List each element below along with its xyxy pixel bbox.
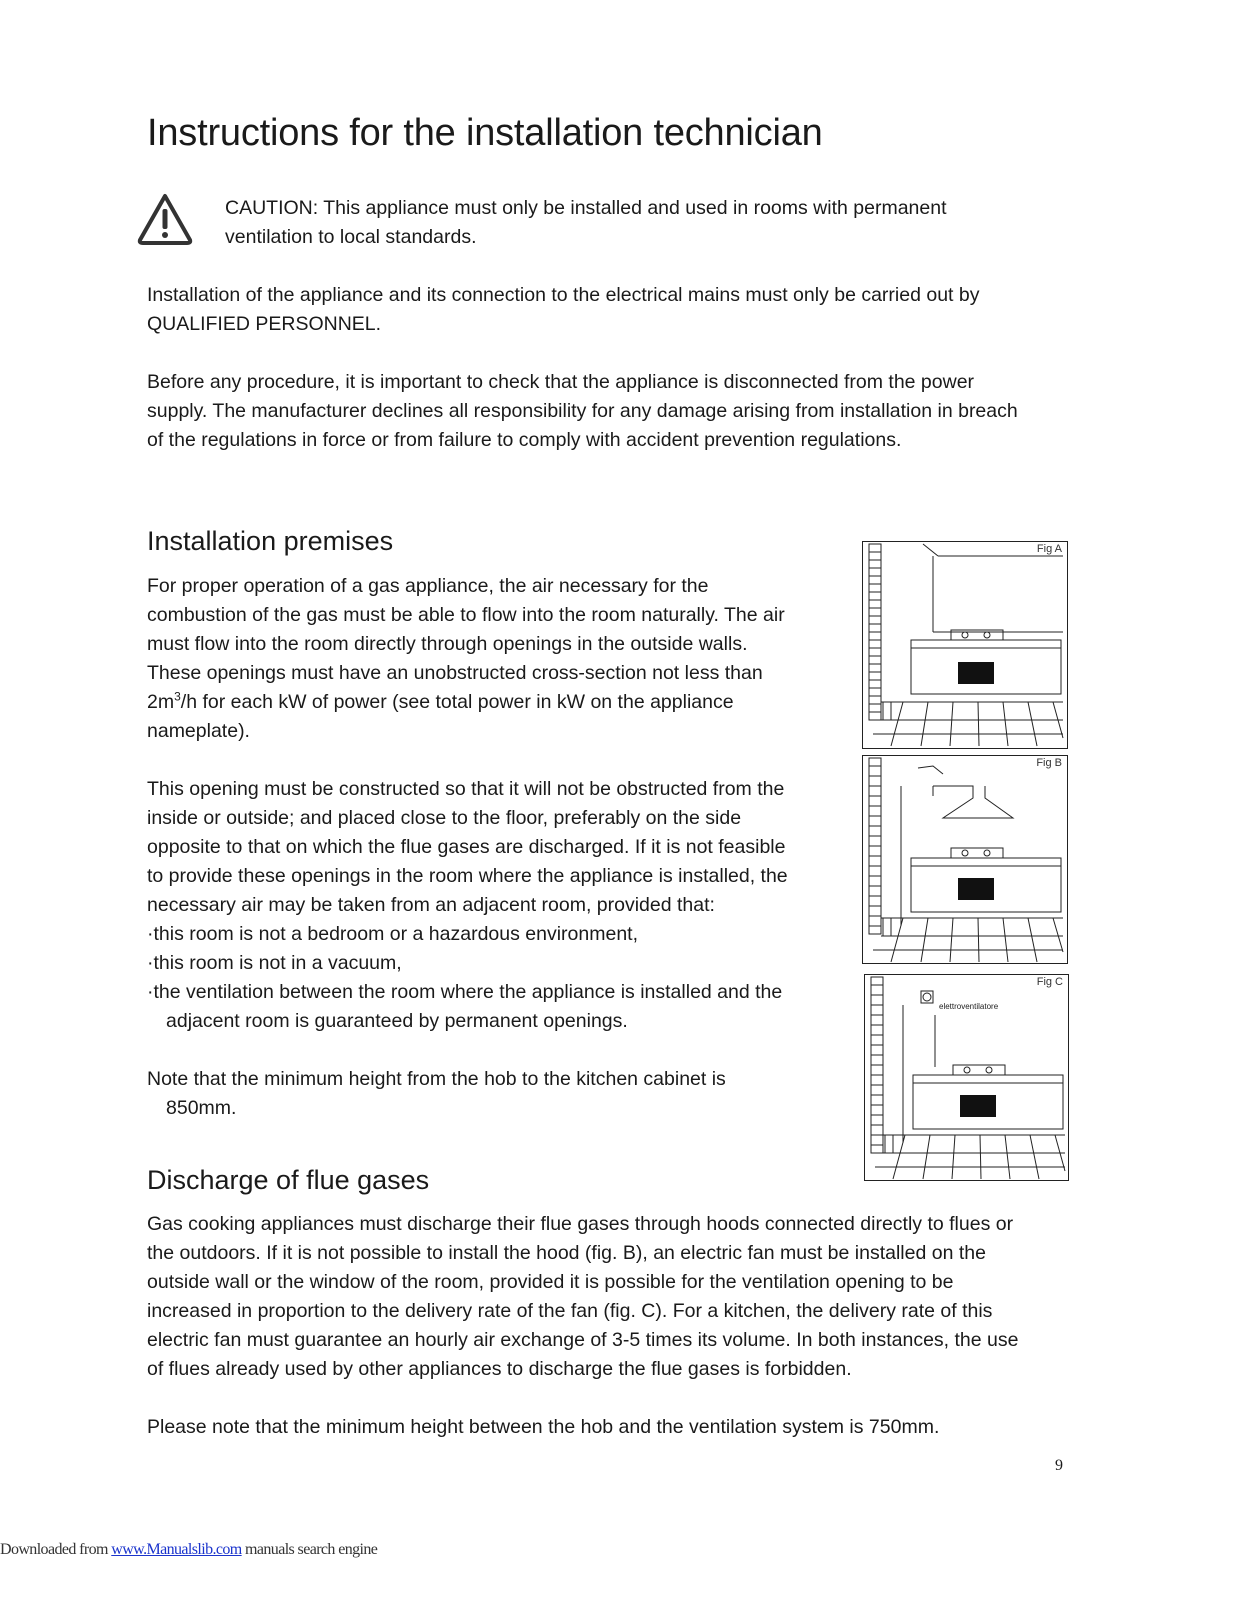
installation-premises-heading: Installation premises: [147, 526, 394, 556]
flue-gases-heading: Discharge of flue gases: [147, 1165, 430, 1195]
fan-label: elettroventilatore: [939, 1002, 999, 1011]
list-item: ·this room is not a bedroom or a hazardous environment,: [147, 923, 638, 945]
list-item: ·this room is not in a vacuum,: [147, 952, 402, 974]
figure-label: Fig C: [1036, 976, 1063, 988]
kitchen-diagram-a: [863, 542, 1067, 748]
premises-paragraph-1: For proper operation of a gas appliance, the air necessary for the combustion of the gas must be able to flow into the room naturally. The air must flow into the room directly through openings in the outside walls. These openings must have an unobstructed cross-section not less than $2m^3/h$ for each kW of power (see total power in kW on the appliance nameplate).: [147, 575, 785, 742]
download-footer: Downloaded from www.Manualslib.com manuals search engine: [0, 1541, 378, 1558]
kitchen-diagram-b: [863, 756, 1067, 963]
flue-gases-paragraph: Gas cooking appliances must discharge their flue gases through hoods connected directly to flues or the outdoors. If it is not possible to install the hood (fig. B), an electric fan must be installed on the outside wall or the window of the room, provided it is possible for the ventilation opening to be increased in proportion to the delivery rate of the fan (fig. C). For a kitchen, the delivery rate of this electric fan must guarantee an hourly air exchange of 3-5 times its volume. In both instances, the use of flues already used by other appliances to discharge the flue gases is forbidden.: [147, 1213, 1019, 1380]
kitchen-diagram-c: [865, 975, 1068, 1180]
figure-c: [864, 974, 1069, 1181]
disconnect-power-paragraph: Before any procedure, it is important to check that the appliance is disconnected from the power supply. The manufacturer declines all responsibility for any damage arising from installation in breach of the regulations in force or from failure to comply with accident prevention regulations.: [147, 371, 1018, 451]
caution-line: ventilation to local standards.: [225, 226, 477, 248]
qualified-personnel-paragraph: Installation of the appliance and its connection to the electrical mains must only be carried out by QUALIFIED PERSONNEL.: [147, 284, 980, 335]
list-item: ·the ventilation between the room where the appliance is installed and the: [147, 981, 783, 1003]
manualslib-link[interactable]: www.Manualslib.com: [111, 1541, 242, 1558]
figure-label: Fig A: [1036, 543, 1062, 555]
caution-line: CAUTION: This appliance must only be installed and used in rooms with permanent: [225, 197, 947, 219]
page-title: Instructions for the installation technician: [147, 112, 823, 154]
ventilation-height-note: Please note that the minimum height between the hob and the ventilation system is 750mm.: [147, 1416, 940, 1438]
figure-a: [862, 541, 1068, 749]
caution-note: [225, 194, 1045, 252]
warning-icon: [136, 192, 194, 246]
figure-b: [862, 755, 1068, 964]
premises-paragraph-2: This opening must be constructed so that it will not be obstructed from the inside or outside; and placed close to the floor, preferably on the side opposite to that on which the flue gases are discharged. If it is not feasible to provide these openings in the room where the appliance is installed, the necessary air may be taken from an adjacent room, provided that: ·this room is not a bedroom or a hazardous environment, ·this room is not in a vacuum, ·the ventilation between the room where the appliance is installed and the adjacent room is guaranteed by permanent openings.: [147, 778, 788, 1032]
page-number: 9: [1055, 1457, 1063, 1474]
figure-label: Fig B: [1036, 757, 1062, 769]
cabinet-height-note: Note that the minimum height from the hob to the kitchen cabinet is 850mm.: [147, 1068, 726, 1119]
